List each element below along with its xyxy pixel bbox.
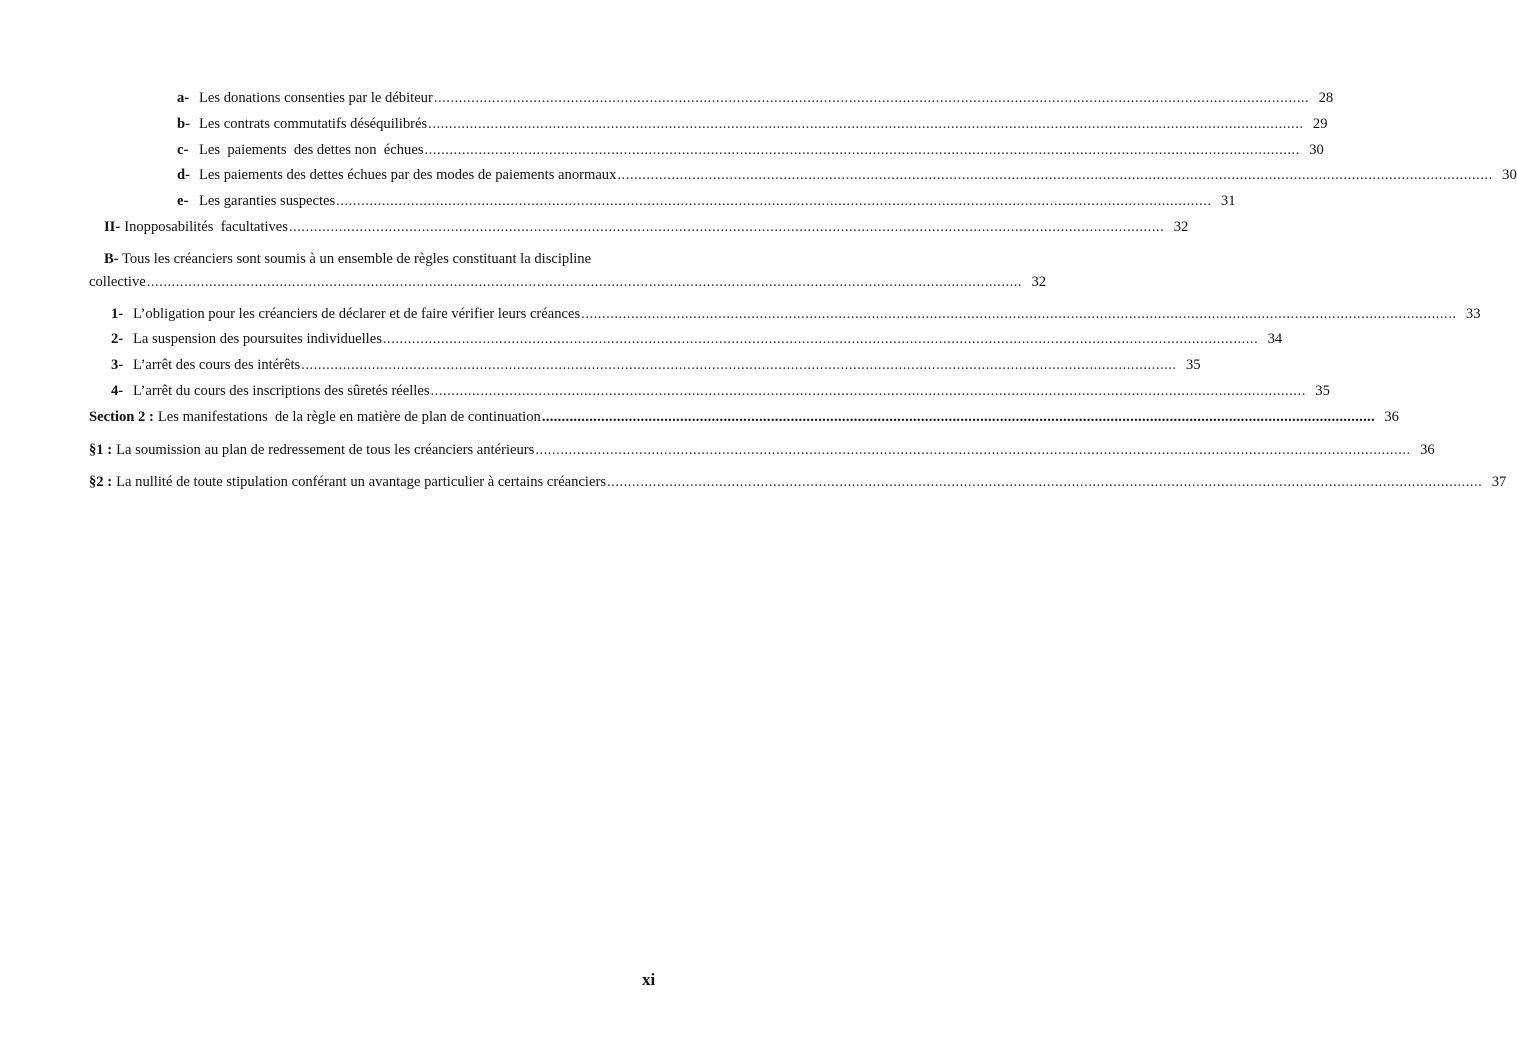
toc-entry-page: 32	[1173, 218, 1189, 235]
toc-entry-B[interactable]	[89, 248, 1047, 296]
toc-entry-title: Les contrats commutatifs déséquilibrés	[199, 115, 428, 132]
toc-entry-e[interactable]	[89, 189, 1236, 215]
toc-entry-label: 3-	[111, 357, 124, 374]
toc-entry-title: La soumission au plan de redressement de tous les créanciers antérieurs	[116, 441, 535, 458]
dot-leader	[434, 86, 1309, 112]
dot-leader	[542, 405, 1375, 431]
toc-entry-c[interactable]	[89, 138, 1324, 164]
dot-leader	[289, 215, 1164, 241]
toc-entry-title: Les paiements des dettes non échues	[199, 141, 424, 158]
toc-entry-title: L’obligation pour les créanciers de déclarer et de faire vérifier leurs créances	[133, 305, 581, 322]
toc-entry-paragraph-1[interactable]	[89, 438, 1435, 464]
toc-entry-label: §2 :	[89, 474, 113, 491]
dot-leader	[535, 438, 1410, 464]
toc-entry-page: 31	[1220, 193, 1236, 210]
toc-entry-page: 30	[1309, 141, 1324, 158]
toc-entry-d[interactable]	[89, 163, 1517, 189]
dot-leader	[617, 163, 1492, 189]
dot-leader	[581, 302, 1456, 328]
toc-entry-page: 34	[1267, 331, 1283, 348]
toc-entry-title-continued: collective	[89, 273, 146, 290]
toc-entry-page: 33	[1465, 305, 1481, 322]
dot-leader	[301, 353, 1176, 379]
toc-entry-label: 2-	[111, 331, 124, 348]
toc-entry-a[interactable]	[89, 86, 1334, 112]
page-number: xi	[642, 970, 656, 989]
toc-entry-title: Les paiements des dettes échues par des modes de paiements anormaux	[199, 167, 617, 184]
toc-entry-page: 30	[1502, 167, 1517, 184]
table-of-contents	[89, 86, 1517, 496]
toc-entry-page: 32	[1031, 273, 1047, 290]
toc-entry-page: 35	[1315, 382, 1330, 399]
toc-entry-title: L’arrêt des cours des intérêts	[133, 357, 301, 374]
toc-entry-label: 1-	[111, 305, 124, 322]
toc-entry-label: 4-	[111, 382, 124, 399]
toc-entry-page: 37	[1491, 474, 1507, 491]
toc-entry-page: 35	[1185, 357, 1201, 374]
toc-entry-title: Tous les créanciers sont soumis à un ensemble de règles constituant la discipline	[121, 250, 592, 267]
toc-entry-3[interactable]	[89, 353, 1201, 379]
toc-entry-label: c-	[177, 141, 189, 158]
dot-leader	[383, 327, 1258, 353]
toc-entry-page: 36	[1420, 441, 1435, 458]
toc-entry-section-2[interactable]	[89, 405, 1399, 431]
toc-entry-title: Les manifestations de la règle en matière de plan de continuation	[157, 408, 541, 425]
toc-entry-1[interactable]	[89, 302, 1481, 328]
toc-entry-label: II-	[104, 218, 121, 235]
dot-leader	[425, 138, 1300, 164]
toc-entry-title: Les donations consenties par le débiteur	[199, 90, 433, 106]
toc-entry-b[interactable]	[89, 112, 1328, 138]
toc-entry-title: La nullité de toute stipulation conférant un avantage particulier à certains créanciers	[116, 474, 606, 491]
toc-entry-label: d-	[177, 167, 190, 184]
toc-entry-label: b-	[177, 115, 190, 132]
toc-entry-2[interactable]	[89, 327, 1283, 353]
toc-entry-title: L’arrêt du cours des inscriptions des sûretés réelles	[133, 382, 430, 399]
dot-leader	[428, 112, 1303, 138]
toc-entry-page: 36	[1384, 408, 1399, 425]
toc-entry-label: §1 :	[89, 441, 113, 458]
dot-leader	[431, 379, 1306, 405]
toc-entry-label: a-	[177, 90, 190, 106]
toc-entry-page: 28	[1318, 90, 1334, 106]
toc-entry-label: Section 2 :	[89, 408, 154, 425]
toc-entry-4[interactable]	[89, 379, 1330, 405]
toc-entry-label: e-	[177, 193, 189, 210]
dot-leader	[336, 189, 1211, 215]
toc-entry-title: Les garanties suspectes	[199, 193, 336, 210]
toc-entry-page: 29	[1312, 115, 1328, 132]
dot-leader	[147, 270, 1022, 296]
toc-entry-paragraph-2[interactable]	[89, 470, 1507, 496]
toc-entry-II[interactable]	[89, 215, 1189, 241]
toc-entry-title: La suspension des poursuites individuelles	[133, 331, 382, 348]
toc-entry-label: B-	[104, 250, 119, 267]
dot-leader	[607, 470, 1482, 496]
toc-entry-title: Inopposabilités facultatives	[124, 218, 288, 235]
